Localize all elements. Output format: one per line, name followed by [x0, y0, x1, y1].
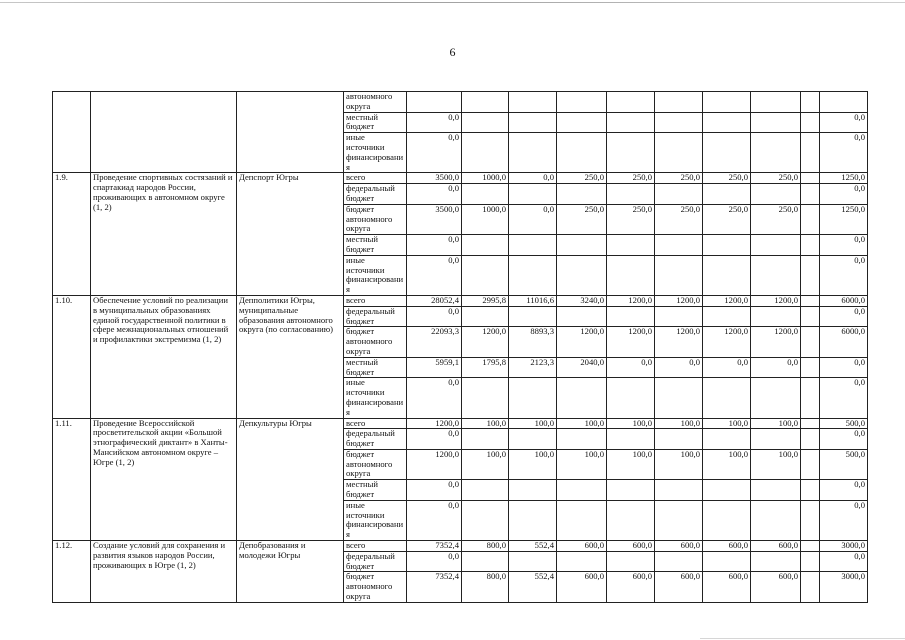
amount-cell: 1250,0	[820, 204, 868, 234]
amount-cell: 2123,3	[509, 357, 557, 378]
amount-cell: 1200,0	[407, 418, 462, 429]
amount-cell: 3000,0	[820, 572, 868, 602]
amount-cell: 0,0	[703, 357, 751, 378]
amount-cell: 100,0	[557, 418, 607, 429]
amount-cell: 0,0	[751, 357, 801, 378]
amount-cell: 100,0	[557, 449, 607, 479]
amount-cell: 1200,0	[703, 327, 751, 357]
amount-cell	[655, 480, 703, 501]
amount-cell	[703, 500, 751, 540]
amount-cell	[557, 480, 607, 501]
amount-cell	[703, 133, 751, 173]
amount-cell: 100,0	[655, 418, 703, 429]
amount-cell	[462, 551, 509, 572]
amount-cell	[751, 551, 801, 572]
amount-cell	[462, 500, 509, 540]
amount-cell	[655, 429, 703, 450]
amount-cell: 1200,0	[607, 295, 655, 306]
amount-cell	[607, 306, 655, 327]
table-row	[53, 295, 868, 306]
amount-cell	[751, 235, 801, 256]
amount-cell: 0,0	[820, 500, 868, 540]
amount-cell: 0,0	[407, 306, 462, 327]
amount-cell: 0,0	[820, 357, 868, 378]
amount-cell: 100,0	[655, 449, 703, 479]
amount-cell: 1200,0	[751, 295, 801, 306]
amount-cell	[462, 92, 509, 113]
amount-cell: 1200,0	[655, 295, 703, 306]
amount-cell	[462, 133, 509, 173]
amount-cell	[557, 306, 607, 327]
item-code-cell: 1.12.	[53, 541, 91, 603]
amount-cell	[462, 306, 509, 327]
amount-cell: 0,0	[407, 500, 462, 540]
amount-cell	[557, 500, 607, 540]
amount-cell: 600,0	[751, 572, 801, 602]
amount-cell	[751, 500, 801, 540]
amount-cell	[801, 357, 820, 378]
amount-cell: 600,0	[557, 572, 607, 602]
amount-cell	[801, 480, 820, 501]
amount-cell: 2995,8	[462, 295, 509, 306]
funding-source-cell: бюджет автономного округа	[344, 449, 407, 479]
amount-cell	[462, 480, 509, 501]
amount-cell: 0,0	[655, 357, 703, 378]
amount-cell: 552,4	[509, 572, 557, 602]
amount-cell	[751, 429, 801, 450]
amount-cell: 3500,0	[407, 204, 462, 234]
item-executor-cell: Депобразования и молодежи Югры	[237, 541, 344, 603]
amount-cell: 600,0	[655, 572, 703, 602]
item-executor-cell: Депкультуры Югры	[237, 418, 344, 541]
amount-cell	[557, 112, 607, 133]
amount-cell	[462, 429, 509, 450]
amount-cell	[557, 92, 607, 113]
amount-cell	[607, 235, 655, 256]
amount-cell: 600,0	[703, 541, 751, 552]
amount-cell: 3240,0	[557, 295, 607, 306]
amount-cell: 0,0	[820, 255, 868, 295]
amount-cell	[820, 92, 868, 113]
amount-cell	[703, 306, 751, 327]
funding-source-cell: местный бюджет	[344, 235, 407, 256]
amount-cell	[751, 480, 801, 501]
amount-cell	[801, 572, 820, 602]
item-name-cell	[91, 92, 237, 173]
item-name-cell: Создание условий для сохранения и развития языков народов России, проживающих в Югре (1, 2)	[91, 541, 237, 603]
amount-cell	[801, 378, 820, 418]
amount-cell: 1200,0	[751, 327, 801, 357]
item-name-cell: Проведение Всероссийской просветительской акции «Большой этнографический диктант» в Ханты-Мансийском автономном округе – Югре (1, 2)	[91, 418, 237, 541]
amount-cell: 250,0	[703, 173, 751, 184]
amount-cell	[509, 378, 557, 418]
amount-cell	[703, 235, 751, 256]
amount-cell	[462, 235, 509, 256]
amount-cell	[557, 551, 607, 572]
amount-cell	[751, 184, 801, 205]
amount-cell: 1200,0	[407, 449, 462, 479]
amount-cell	[801, 541, 820, 552]
funding-source-cell: бюджет автономного округа	[344, 204, 407, 234]
amount-cell: 1250,0	[820, 173, 868, 184]
amount-cell	[751, 133, 801, 173]
amount-cell: 100,0	[703, 449, 751, 479]
amount-cell: 11016,6	[509, 295, 557, 306]
amount-cell: 100,0	[509, 418, 557, 429]
amount-cell: 250,0	[655, 204, 703, 234]
amount-cell: 100,0	[607, 418, 655, 429]
amount-cell: 1795,8	[462, 357, 509, 378]
amount-cell	[703, 184, 751, 205]
funding-source-cell: иные источники финансирования	[344, 133, 407, 173]
amount-cell	[607, 500, 655, 540]
item-name-cell: Проведение спортивных состязаний и спартакиад народов России, проживающих в автономном округе (1, 2)	[91, 173, 237, 296]
amount-cell	[801, 184, 820, 205]
table-row	[53, 418, 868, 429]
amount-cell	[751, 92, 801, 113]
amount-cell: 250,0	[607, 173, 655, 184]
program-table	[52, 91, 868, 603]
amount-cell: 6000,0	[820, 295, 868, 306]
amount-cell	[655, 184, 703, 205]
amount-cell	[509, 500, 557, 540]
amount-cell: 0,0	[820, 480, 868, 501]
amount-cell: 7352,4	[407, 541, 462, 552]
amount-cell	[607, 133, 655, 173]
amount-cell	[509, 133, 557, 173]
amount-cell	[509, 551, 557, 572]
table-row	[53, 541, 868, 552]
amount-cell: 0,0	[407, 133, 462, 173]
amount-cell	[801, 551, 820, 572]
amount-cell	[801, 429, 820, 450]
amount-cell	[407, 92, 462, 113]
amount-cell	[607, 551, 655, 572]
amount-cell: 0,0	[407, 378, 462, 418]
amount-cell: 22093,3	[407, 327, 462, 357]
amount-cell: 100,0	[509, 449, 557, 479]
amount-cell	[801, 500, 820, 540]
amount-cell: 0,0	[407, 480, 462, 501]
amount-cell	[509, 306, 557, 327]
amount-cell: 0,0	[607, 357, 655, 378]
amount-cell	[509, 184, 557, 205]
amount-cell	[557, 184, 607, 205]
amount-cell: 250,0	[703, 204, 751, 234]
funding-source-cell: всего	[344, 173, 407, 184]
amount-cell: 0,0	[407, 112, 462, 133]
amount-cell: 250,0	[607, 204, 655, 234]
amount-cell: 100,0	[703, 418, 751, 429]
funding-source-cell: бюджет автономного округа	[344, 327, 407, 357]
amount-cell	[557, 235, 607, 256]
amount-cell	[655, 112, 703, 133]
amount-cell: 0,0	[407, 184, 462, 205]
funding-source-cell: иные источники финансирования	[344, 500, 407, 540]
amount-cell	[557, 133, 607, 173]
amount-cell: 3000,0	[820, 541, 868, 552]
amount-cell: 0,0	[820, 306, 868, 327]
amount-cell: 500,0	[820, 418, 868, 429]
funding-source-cell: местный бюджет	[344, 357, 407, 378]
amount-cell: 1200,0	[607, 327, 655, 357]
amount-cell	[801, 92, 820, 113]
amount-cell	[607, 112, 655, 133]
amount-cell: 0,0	[509, 173, 557, 184]
item-code-cell	[53, 92, 91, 173]
amount-cell	[703, 429, 751, 450]
amount-cell	[801, 204, 820, 234]
scan-top-edge	[0, 2, 905, 3]
amount-cell	[462, 112, 509, 133]
item-code-cell: 1.10.	[53, 295, 91, 418]
amount-cell: 0,0	[820, 429, 868, 450]
item-code-cell: 1.11.	[53, 418, 91, 541]
amount-cell: 1000,0	[462, 204, 509, 234]
scan-bottom-edge	[700, 638, 905, 639]
amount-cell	[655, 92, 703, 113]
amount-cell: 1200,0	[557, 327, 607, 357]
amount-cell	[655, 378, 703, 418]
amount-cell	[801, 418, 820, 429]
amount-cell	[703, 551, 751, 572]
amount-cell	[655, 133, 703, 173]
amount-cell	[801, 295, 820, 306]
funding-source-cell: федеральный бюджет	[344, 551, 407, 572]
funding-source-cell: автономного округа	[344, 92, 407, 113]
amount-cell	[703, 255, 751, 295]
amount-cell	[703, 480, 751, 501]
amount-cell	[801, 327, 820, 357]
amount-cell	[509, 112, 557, 133]
amount-cell	[703, 112, 751, 133]
funding-source-cell: иные источники финансирования	[344, 378, 407, 418]
amount-cell: 552,4	[509, 541, 557, 552]
amount-cell	[607, 92, 655, 113]
program-table-body	[53, 92, 868, 603]
item-executor-cell: Депспорт Югры	[237, 173, 344, 296]
amount-cell	[655, 235, 703, 256]
amount-cell: 800,0	[462, 572, 509, 602]
amount-cell	[607, 184, 655, 205]
amount-cell	[509, 480, 557, 501]
amount-cell	[751, 112, 801, 133]
amount-cell	[462, 184, 509, 205]
amount-cell: 1200,0	[703, 295, 751, 306]
amount-cell	[655, 255, 703, 295]
amount-cell: 500,0	[820, 449, 868, 479]
item-executor-cell: Депполитики Югры, муниципальные образования автономного округа (по согласованию)	[237, 295, 344, 418]
page-number: 6	[449, 45, 456, 59]
table-row	[53, 92, 868, 113]
amount-cell	[801, 133, 820, 173]
amount-cell: 0,0	[407, 255, 462, 295]
table-row	[53, 173, 868, 184]
funding-source-cell: федеральный бюджет	[344, 184, 407, 205]
amount-cell: 100,0	[462, 449, 509, 479]
amount-cell: 250,0	[557, 204, 607, 234]
item-executor-cell	[237, 92, 344, 173]
amount-cell	[751, 255, 801, 295]
amount-cell: 600,0	[607, 572, 655, 602]
amount-cell: 0,0	[820, 133, 868, 173]
amount-cell	[607, 378, 655, 418]
funding-source-cell: местный бюджет	[344, 480, 407, 501]
amount-cell: 2040,0	[557, 357, 607, 378]
item-code-cell: 1.9.	[53, 173, 91, 296]
funding-source-cell: бюджет автономного округа	[344, 572, 407, 602]
funding-source-cell: всего	[344, 295, 407, 306]
amount-cell: 600,0	[607, 541, 655, 552]
amount-cell: 250,0	[751, 204, 801, 234]
amount-cell: 600,0	[655, 541, 703, 552]
amount-cell	[655, 306, 703, 327]
amount-cell: 100,0	[751, 418, 801, 429]
amount-cell	[655, 551, 703, 572]
amount-cell	[703, 378, 751, 418]
amount-cell	[509, 92, 557, 113]
amount-cell: 0,0	[820, 551, 868, 572]
amount-cell: 7352,4	[407, 572, 462, 602]
amount-cell	[655, 500, 703, 540]
funding-source-cell: федеральный бюджет	[344, 306, 407, 327]
amount-cell	[557, 429, 607, 450]
amount-cell: 0,0	[820, 235, 868, 256]
amount-cell	[801, 235, 820, 256]
amount-cell: 800,0	[462, 541, 509, 552]
amount-cell: 250,0	[751, 173, 801, 184]
amount-cell: 1200,0	[655, 327, 703, 357]
amount-cell: 100,0	[462, 418, 509, 429]
amount-cell: 1000,0	[462, 173, 509, 184]
amount-cell	[509, 429, 557, 450]
amount-cell	[801, 449, 820, 479]
amount-cell: 600,0	[557, 541, 607, 552]
funding-source-cell: всего	[344, 541, 407, 552]
amount-cell: 100,0	[607, 449, 655, 479]
amount-cell: 8893,3	[509, 327, 557, 357]
amount-cell	[509, 255, 557, 295]
amount-cell	[607, 429, 655, 450]
amount-cell	[557, 255, 607, 295]
amount-cell	[751, 378, 801, 418]
amount-cell: 3500,0	[407, 173, 462, 184]
amount-cell	[801, 306, 820, 327]
amount-cell: 250,0	[655, 173, 703, 184]
amount-cell: 0,0	[407, 235, 462, 256]
amount-cell: 28052,4	[407, 295, 462, 306]
amount-cell	[801, 112, 820, 133]
funding-source-cell: федеральный бюджет	[344, 429, 407, 450]
funding-source-cell: местный бюджет	[344, 112, 407, 133]
amount-cell	[801, 255, 820, 295]
funding-source-cell: всего	[344, 418, 407, 429]
amount-cell: 0,0	[407, 429, 462, 450]
amount-cell: 0,0	[820, 112, 868, 133]
amount-cell	[462, 378, 509, 418]
amount-cell: 0,0	[820, 378, 868, 418]
amount-cell: 600,0	[751, 541, 801, 552]
amount-cell	[509, 235, 557, 256]
item-name-cell: Обеспечение условий по реализации в муниципальных образованиях единой государственной политики в сфере межнациональных отношений и профилактики экстремизма (1, 2)	[91, 295, 237, 418]
amount-cell: 100,0	[751, 449, 801, 479]
amount-cell: 6000,0	[820, 327, 868, 357]
amount-cell: 600,0	[703, 572, 751, 602]
amount-cell	[462, 255, 509, 295]
amount-cell: 5959,1	[407, 357, 462, 378]
amount-cell: 0,0	[820, 184, 868, 205]
amount-cell	[557, 378, 607, 418]
amount-cell	[703, 92, 751, 113]
amount-cell: 250,0	[557, 173, 607, 184]
amount-cell	[607, 255, 655, 295]
amount-cell: 0,0	[509, 204, 557, 234]
funding-source-cell: иные источники финансирования	[344, 255, 407, 295]
amount-cell: 1200,0	[462, 327, 509, 357]
amount-cell	[607, 480, 655, 501]
amount-cell: 0,0	[407, 551, 462, 572]
amount-cell	[801, 173, 820, 184]
amount-cell	[751, 306, 801, 327]
